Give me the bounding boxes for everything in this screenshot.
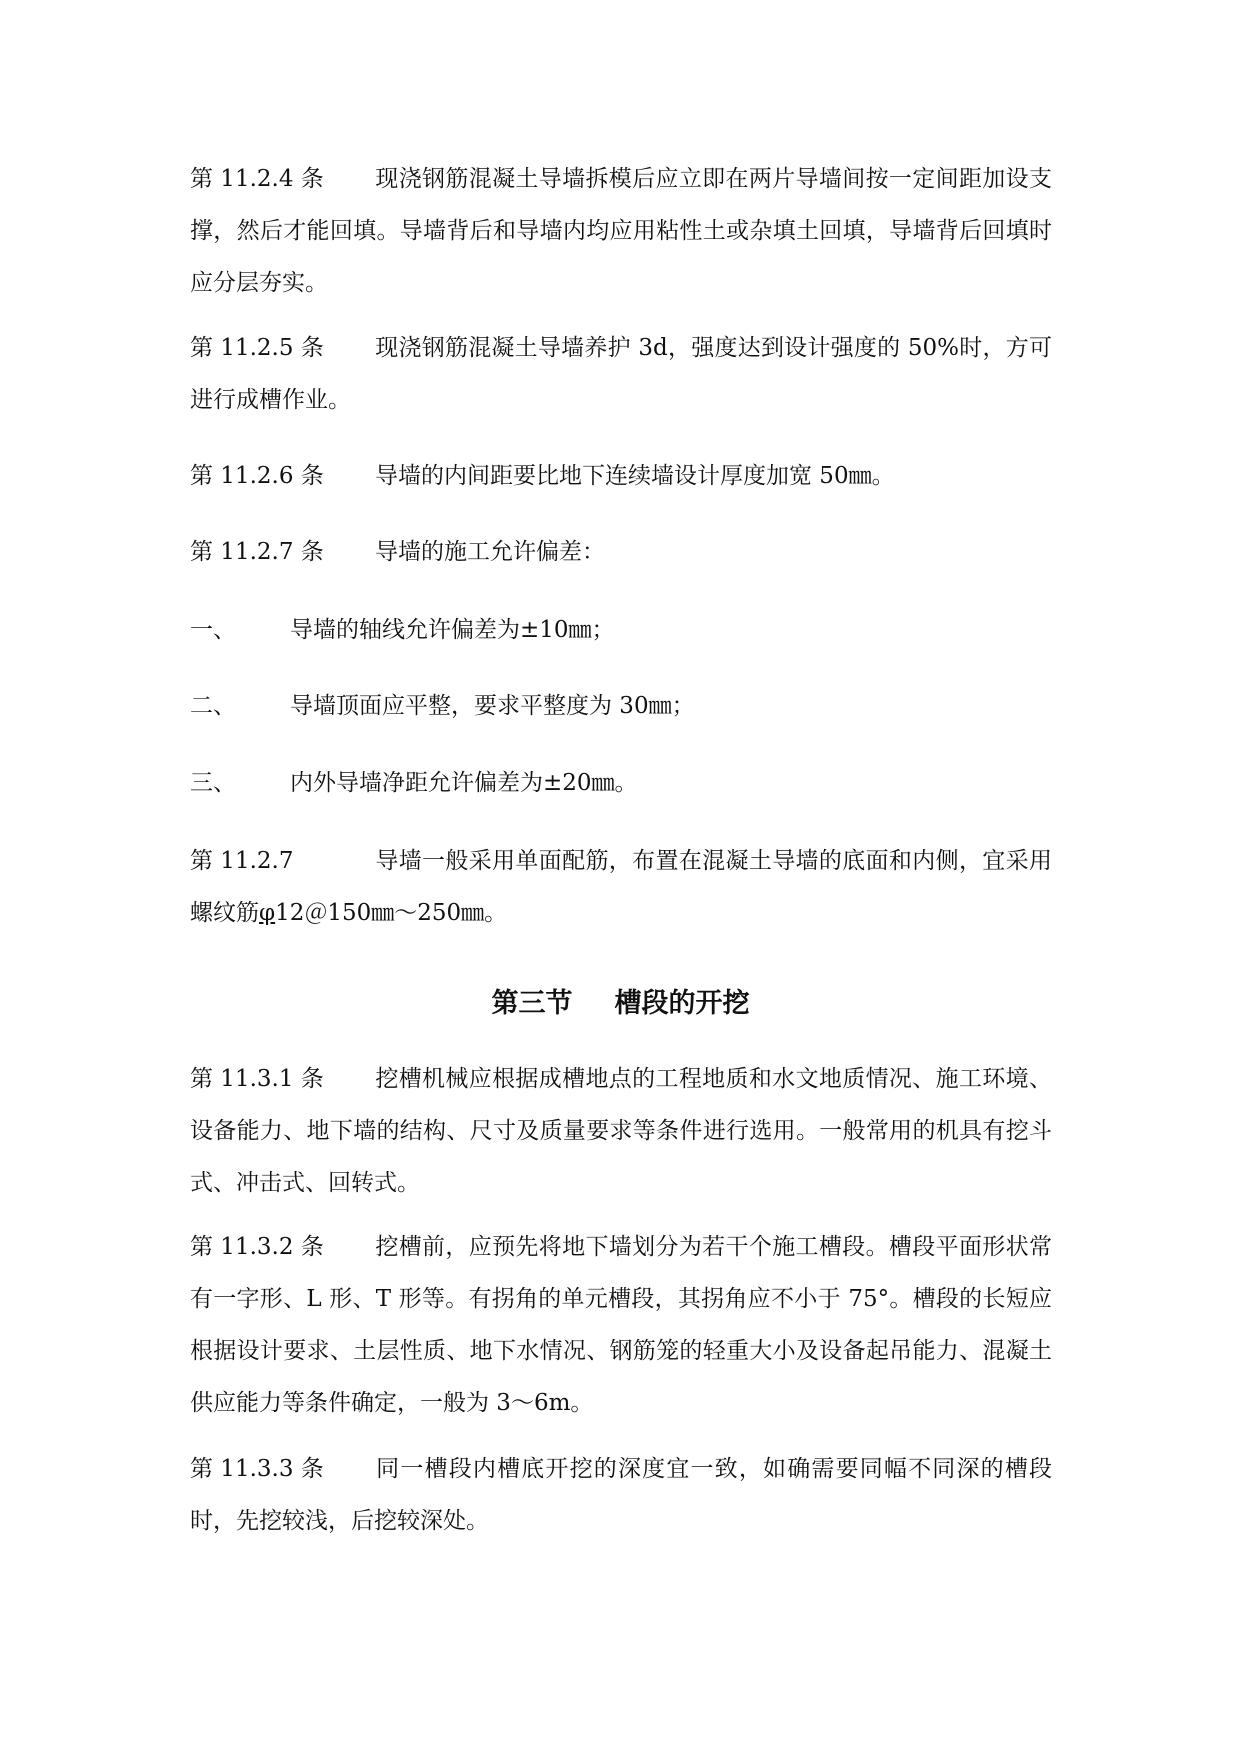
clause-11-2-6 [190,450,1052,502]
clause-text-end: 12＠150㎜～250㎜。 [275,900,508,926]
clause-number: 第 11.3.3 条 [190,1456,324,1482]
clause-text: 导墙的内间距要比地下连续墙设计厚度加宽 50㎜。 [375,463,895,489]
clause-text: 导墙的施工允许偏差： [375,539,605,565]
clause-number: 第 11.3.1 条 [190,1066,324,1092]
clause-11-3-1 [190,1053,1052,1209]
clause-text: 同一槽段内槽底开挖的深度宜一致，如确需要同幅不同深的槽段时，先挖较浅，后挖较深处。 [190,1456,1052,1534]
clause-number: 第 11.2.7 条 [190,539,324,565]
clause-text: 现浇钢筋混凝土导墙拆模后应立即在两片导墙间按一定间距加设支撑，然后才能回填。导墙背后和导墙内均应用粘性土或杂填土回填，导墙背后回填时应分层夯实。 [190,166,1052,296]
clause-11-2-4 [190,153,1052,309]
clause-number: 第 11.2.4 条 [190,166,324,192]
clause-number: 第 11.2.7 [190,848,294,874]
list-number: 一、 [190,617,236,643]
clause-number: 第 11.2.6 条 [190,463,324,489]
section-number: 第三节 [491,988,573,1019]
clause-text: 挖槽机械应根据成槽地点的工程地质和水文地质情况、施工环境、设备能力、地下墙的结构、尺寸及质量要求等条件进行选用。一般常用的机具有挖斗式、冲击式、回转式。 [190,1066,1052,1196]
section-title: 槽段的开挖 [614,988,750,1019]
clause-number: 第 11.2.5 条 [190,335,324,361]
clause-text: 现浇钢筋混凝土导墙养护 3d，强度达到设计强度的 50%时，方可进行成槽作业。 [190,335,1052,413]
list-number: 三、 [190,770,236,796]
clause-11-3-3 [190,1443,1052,1547]
clause-rebar [190,835,1052,939]
list-item [190,757,1052,809]
rebar-symbol: φ [259,900,276,926]
clause-number: 第 11.3.2 条 [190,1234,324,1260]
clause-11-2-5 [190,322,1052,426]
clause-11-2-7 [190,526,1052,578]
list-text: 内外导墙净距允许偏差为±20㎜。 [290,770,638,796]
clause-11-3-2 [190,1221,1052,1429]
section-heading [0,976,1241,1032]
list-item [190,680,1052,732]
list-text: 导墙顶面应平整，要求平整度为 30㎜； [290,693,695,719]
clause-text: 导墙一般采用单面配筋，布置在混凝土导墙的底面和内侧，宜采用螺纹筋 [190,848,1052,926]
list-number: 二、 [190,693,236,719]
list-text: 导墙的轴线允许偏差为±10㎜； [290,617,615,643]
clause-text: 挖槽前，应预先将地下墙划分为若干个施工槽段。槽段平面形状常有一字形、L 形、T 形等。有拐角的单元槽段，其拐角应不小于 75°。槽段的长短应根据设计要求、土层性质、地下水情况、钢筋笼的轻重大小及设备起吊能力、混凝土供应能力等条件确定，一般为 3～6m。 [190,1234,1052,1416]
list-item [190,604,1052,656]
